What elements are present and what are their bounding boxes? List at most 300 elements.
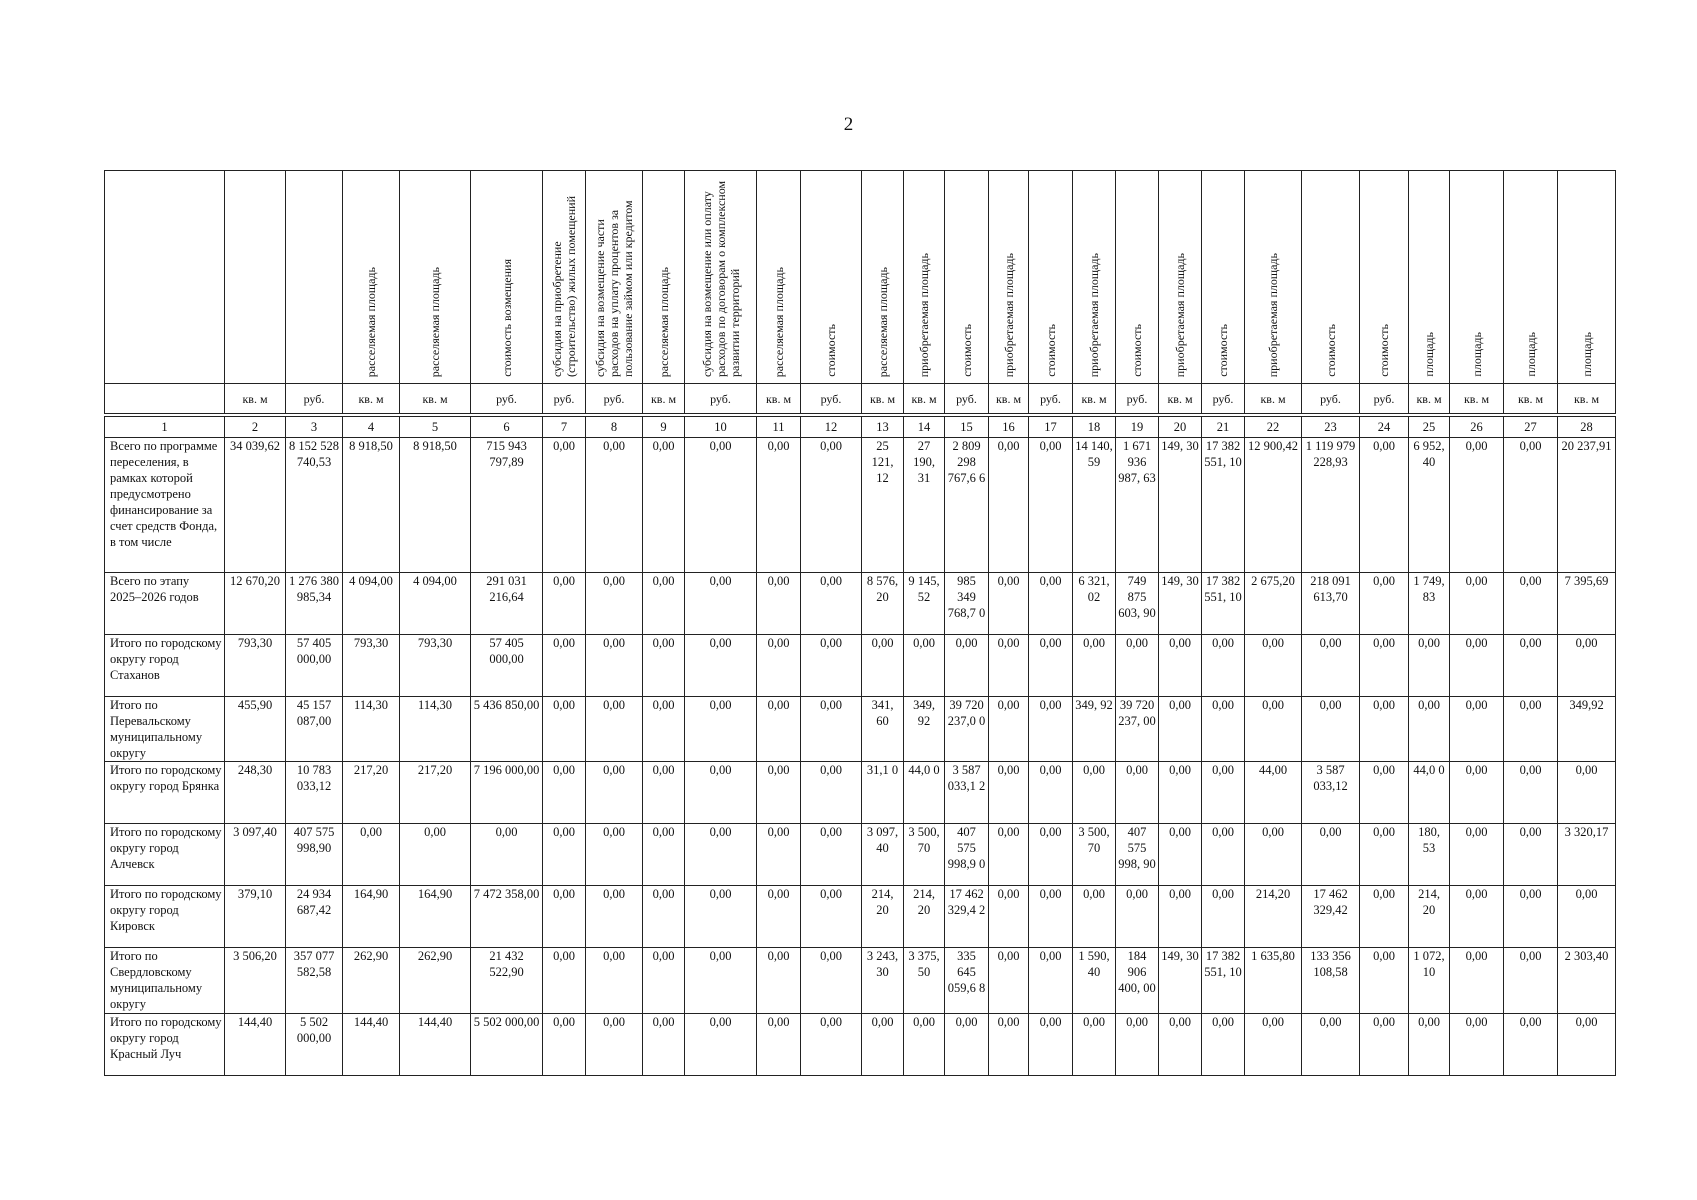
unit-cell: руб. [586, 384, 643, 414]
value-cell: 217,20 [400, 762, 471, 824]
program-table [104, 170, 1616, 1076]
header-label: стоимость [1377, 324, 1391, 377]
value-cell: 0,00 [904, 1014, 945, 1076]
value-cell: 0,00 [543, 824, 586, 886]
value-cell: 3 500, 70 [1073, 824, 1116, 886]
column-number-cell: 6 [471, 417, 543, 438]
value-cell: 0,00 [1360, 886, 1409, 948]
value-cell: 0,00 [1245, 635, 1302, 697]
column-number-cell: 27 [1504, 417, 1558, 438]
column-number-cell: 3 [286, 417, 343, 438]
value-cell: 0,00 [1409, 635, 1450, 697]
value-cell: 3 506,20 [225, 948, 286, 1014]
header-label: субсидия на возмещение части расходов на уплату процентов за пользование займом или кредитом [593, 200, 635, 377]
value-cell: 2 809 298 767,6 6 [945, 438, 989, 573]
value-cell: 0,00 [1202, 824, 1245, 886]
header-cell [904, 171, 945, 384]
value-cell: 5 502 000,00 [471, 1014, 543, 1076]
value-cell: 3 375, 50 [904, 948, 945, 1014]
unit-cell: кв. м [989, 384, 1029, 414]
unit-cell: кв. м [1450, 384, 1504, 414]
value-cell: 0,00 [801, 573, 862, 635]
column-number-cell: 20 [1159, 417, 1202, 438]
value-cell: 0,00 [989, 697, 1029, 762]
value-cell: 1 749, 83 [1409, 573, 1450, 635]
header-label: субсидия на возмещение или оплату расходов по договорам о комплексном развитии территорий [699, 180, 742, 377]
header-label: стоимость [824, 324, 838, 377]
column-number-row [105, 417, 1616, 438]
value-cell: 149, 30 [1159, 438, 1202, 573]
value-cell: 407 575 998,9 0 [945, 824, 989, 886]
value-cell: 793,30 [343, 635, 400, 697]
value-cell: 144,40 [400, 1014, 471, 1076]
value-cell: 0,00 [989, 438, 1029, 573]
value-cell: 793,30 [400, 635, 471, 697]
value-cell: 0,00 [862, 1014, 904, 1076]
value-cell: 0,00 [989, 635, 1029, 697]
unit-cell: руб. [685, 384, 757, 414]
value-cell: 0,00 [1450, 438, 1504, 573]
column-number-cell: 16 [989, 417, 1029, 438]
value-cell: 0,00 [543, 573, 586, 635]
value-cell: 0,00 [1450, 573, 1504, 635]
table-row [105, 886, 1616, 948]
value-cell: 3 587 033,1 2 [945, 762, 989, 824]
value-cell: 0,00 [1159, 697, 1202, 762]
header-cell [801, 171, 862, 384]
column-number-cell: 8 [586, 417, 643, 438]
value-cell: 17 382 551, 10 [1202, 573, 1245, 635]
value-cell: 0,00 [685, 697, 757, 762]
value-cell: 0,00 [685, 1014, 757, 1076]
column-number-cell: 12 [801, 417, 862, 438]
value-cell: 0,00 [989, 886, 1029, 948]
column-number-cell: 13 [862, 417, 904, 438]
table-row [105, 438, 1616, 573]
value-cell: 0,00 [1159, 635, 1202, 697]
value-cell: 0,00 [1450, 697, 1504, 762]
value-cell: 0,00 [1504, 635, 1558, 697]
header-cell [286, 171, 343, 384]
unit-cell: кв. м [1558, 384, 1616, 414]
value-cell: 0,00 [1504, 438, 1558, 573]
value-cell: 0,00 [1360, 824, 1409, 886]
column-number-cell: 19 [1116, 417, 1159, 438]
value-cell: 248,30 [225, 762, 286, 824]
value-cell: 1 072, 10 [1409, 948, 1450, 1014]
value-cell: 17 462 329,42 [1302, 886, 1360, 948]
value-cell: 985 349 768,7 0 [945, 573, 989, 635]
header-row [105, 171, 1616, 384]
value-cell: 0,00 [1360, 635, 1409, 697]
value-cell: 1 276 380 985,34 [286, 573, 343, 635]
unit-cell: кв. м [1504, 384, 1558, 414]
value-cell: 357 077 582,58 [286, 948, 343, 1014]
value-cell: 44,0 0 [1409, 762, 1450, 824]
value-cell: 3 500, 70 [904, 824, 945, 886]
value-cell: 379,10 [225, 886, 286, 948]
value-cell: 0,00 [1558, 635, 1616, 697]
value-cell: 0,00 [1558, 886, 1616, 948]
value-cell: 715 943 797,89 [471, 438, 543, 573]
value-cell: 0,00 [1159, 1014, 1202, 1076]
value-cell: 0,00 [1409, 1014, 1450, 1076]
header-label: расселяемая площадь [364, 266, 378, 377]
value-cell: 0,00 [757, 1014, 801, 1076]
row-label-cell: Итого по Перевальскому муниципальному округу [105, 697, 225, 762]
value-cell: 0,00 [1202, 635, 1245, 697]
header-label: приобретаемая площадь [1266, 252, 1280, 377]
value-cell: 0,00 [543, 635, 586, 697]
value-cell: 0,00 [989, 948, 1029, 1014]
value-cell: 164,90 [400, 886, 471, 948]
unit-cell: руб. [286, 384, 343, 414]
value-cell: 31,1 0 [862, 762, 904, 824]
column-number-cell: 7 [543, 417, 586, 438]
column-number-cell: 25 [1409, 417, 1450, 438]
value-cell: 1 635,80 [1245, 948, 1302, 1014]
header-label: расселяемая площадь [771, 266, 786, 377]
value-cell: 0,00 [945, 1014, 989, 1076]
column-number-cell: 4 [343, 417, 400, 438]
value-cell: 0,00 [1360, 762, 1409, 824]
value-cell: 1 119 979 228,93 [1302, 438, 1360, 573]
value-cell: 0,00 [1360, 1014, 1409, 1076]
row-label-cell: Итого по городскому округу город Брянка [105, 762, 225, 824]
header-cell [105, 171, 225, 384]
column-number-cell: 23 [1302, 417, 1360, 438]
value-cell: 0,00 [989, 762, 1029, 824]
header-label: расселяемая площадь [656, 266, 671, 377]
value-cell: 7 395,69 [1558, 573, 1616, 635]
value-cell: 1 671 936 987, 63 [1116, 438, 1159, 573]
value-cell: 262,90 [400, 948, 471, 1014]
value-cell: 0,00 [1450, 948, 1504, 1014]
value-cell: 0,00 [643, 635, 685, 697]
header-cell [1360, 171, 1409, 384]
header-cell [471, 171, 543, 384]
value-cell: 0,00 [801, 886, 862, 948]
table-row [105, 948, 1616, 1014]
value-cell: 21 432 522,90 [471, 948, 543, 1014]
value-cell: 0,00 [1029, 635, 1073, 697]
value-cell: 34 039,62 [225, 438, 286, 573]
value-cell: 335 645 059,6 8 [945, 948, 989, 1014]
column-number-cell: 1 [105, 417, 225, 438]
header-cell [1409, 171, 1450, 384]
value-cell: 0,00 [757, 573, 801, 635]
value-cell: 5 436 850,00 [471, 697, 543, 762]
value-cell: 0,00 [685, 762, 757, 824]
header-label: площадь [1579, 332, 1594, 377]
value-cell: 0,00 [1504, 948, 1558, 1014]
value-cell: 0,00 [757, 948, 801, 1014]
value-cell: 0,00 [586, 573, 643, 635]
header-label: расселяемая площадь [428, 266, 442, 377]
value-cell: 0,00 [643, 1014, 685, 1076]
value-cell: 0,00 [1029, 824, 1073, 886]
value-cell: 8 918,50 [343, 438, 400, 573]
value-cell: 24 934 687,42 [286, 886, 343, 948]
value-cell: 14 140, 59 [1073, 438, 1116, 573]
value-cell: 793,30 [225, 635, 286, 697]
value-cell: 749 875 603, 90 [1116, 573, 1159, 635]
header-cell [945, 171, 989, 384]
value-cell: 0,00 [586, 948, 643, 1014]
column-number-cell: 26 [1450, 417, 1504, 438]
table-row [105, 762, 1616, 824]
value-cell: 0,00 [801, 762, 862, 824]
value-cell: 44,00 [1245, 762, 1302, 824]
value-cell: 0,00 [586, 886, 643, 948]
value-cell: 149, 30 [1159, 573, 1202, 635]
header-cell [400, 171, 471, 384]
header-cell [1245, 171, 1302, 384]
header-label: приобретаемая площадь [1001, 252, 1016, 377]
header-cell [343, 171, 400, 384]
unit-cell: руб. [945, 384, 989, 414]
value-cell: 180, 53 [1409, 824, 1450, 886]
value-cell: 0,00 [757, 635, 801, 697]
value-cell: 39 720 237,0 0 [945, 697, 989, 762]
column-number-cell: 21 [1202, 417, 1245, 438]
header-cell [1302, 171, 1360, 384]
column-number-cell: 9 [643, 417, 685, 438]
value-cell: 3 097, 40 [862, 824, 904, 886]
header-cell [989, 171, 1029, 384]
unit-cell: кв. м [1245, 384, 1302, 414]
value-cell: 0,00 [586, 635, 643, 697]
header-cell [1202, 171, 1245, 384]
value-cell: 0,00 [685, 948, 757, 1014]
value-cell: 0,00 [862, 635, 904, 697]
column-number-cell: 15 [945, 417, 989, 438]
unit-cell: руб. [543, 384, 586, 414]
value-cell: 184 906 400, 00 [1116, 948, 1159, 1014]
value-cell: 349, 92 [904, 697, 945, 762]
value-cell: 0,00 [1558, 1014, 1616, 1076]
units-row [105, 384, 1616, 414]
unit-cell: кв. м [904, 384, 945, 414]
header-cell [1116, 171, 1159, 384]
page-number: 2 [843, 114, 854, 135]
header-label: стоимость [1323, 324, 1338, 377]
header-cell [543, 171, 586, 384]
value-cell: 214, 20 [862, 886, 904, 948]
value-cell: 0,00 [1029, 886, 1073, 948]
value-cell: 0,00 [1029, 762, 1073, 824]
unit-cell: руб. [1029, 384, 1073, 414]
value-cell: 0,00 [643, 573, 685, 635]
header-label: площадь [1469, 332, 1484, 377]
value-cell: 0,00 [1360, 573, 1409, 635]
value-cell: 0,00 [1245, 1014, 1302, 1076]
value-cell: 0,00 [586, 438, 643, 573]
value-cell: 17 382 551, 10 [1202, 948, 1245, 1014]
value-cell: 0,00 [801, 948, 862, 1014]
value-cell: 3 320,17 [1558, 824, 1616, 886]
value-cell: 0,00 [643, 697, 685, 762]
value-cell: 0,00 [1202, 762, 1245, 824]
value-cell: 0,00 [1504, 697, 1558, 762]
value-cell: 0,00 [1029, 948, 1073, 1014]
value-cell: 27 190, 31 [904, 438, 945, 573]
value-cell: 0,00 [1202, 697, 1245, 762]
value-cell: 0,00 [643, 824, 685, 886]
value-cell: 0,00 [586, 1014, 643, 1076]
header-label: расселяемая площадь [875, 266, 890, 377]
value-cell: 341, 60 [862, 697, 904, 762]
table-row [105, 573, 1616, 635]
value-cell: 4 094,00 [343, 573, 400, 635]
value-cell: 349, 92 [1073, 697, 1116, 762]
value-cell: 0,00 [1302, 1014, 1360, 1076]
value-cell: 0,00 [543, 886, 586, 948]
unit-cell: кв. м [1073, 384, 1116, 414]
value-cell: 0,00 [801, 697, 862, 762]
header-cell [757, 171, 801, 384]
unit-cell: руб. [471, 384, 543, 414]
value-cell: 0,00 [1116, 762, 1159, 824]
table-row [105, 697, 1616, 762]
value-cell: 144,40 [225, 1014, 286, 1076]
value-cell: 0,00 [801, 438, 862, 573]
value-cell: 0,00 [1450, 762, 1504, 824]
unit-cell: руб. [1302, 384, 1360, 414]
value-cell: 214, 20 [1409, 886, 1450, 948]
value-cell: 1 590, 40 [1073, 948, 1116, 1014]
value-cell: 45 157 087,00 [286, 697, 343, 762]
column-number-cell: 2 [225, 417, 286, 438]
value-cell: 0,00 [1202, 1014, 1245, 1076]
value-cell: 0,00 [1504, 573, 1558, 635]
header-cell [586, 171, 643, 384]
value-cell: 4 094,00 [400, 573, 471, 635]
value-cell: 114,30 [343, 697, 400, 762]
value-cell: 0,00 [1302, 635, 1360, 697]
row-label-cell: Итого по городскому округу город Стаханов [105, 635, 225, 697]
column-number-cell: 17 [1029, 417, 1073, 438]
value-cell: 0,00 [1116, 635, 1159, 697]
value-cell: 0,00 [643, 886, 685, 948]
value-cell: 6 952, 40 [1409, 438, 1450, 573]
value-cell: 0,00 [1029, 1014, 1073, 1076]
value-cell: 0,00 [801, 1014, 862, 1076]
unit-cell: кв. м [343, 384, 400, 414]
value-cell: 0,00 [1302, 697, 1360, 762]
header-label: приобретаемая площадь [1087, 252, 1101, 377]
value-cell: 0,00 [543, 438, 586, 573]
row-label-cell: Итого по Свердловскому муниципальному округу [105, 948, 225, 1014]
header-label: приобретаемая площадь [917, 252, 931, 377]
header-cell [1558, 171, 1616, 384]
value-cell: 0,00 [1360, 948, 1409, 1014]
value-cell: 0,00 [757, 438, 801, 573]
row-label-cell: Итого по городскому округу город Алчевск [105, 824, 225, 886]
row-label-cell: Всего по программе переселения, в рамках которой предусмотрено финансирование за счет средств Фонда, в том числе [105, 438, 225, 573]
value-cell: 2 675,20 [1245, 573, 1302, 635]
value-cell: 17 382 551, 10 [1202, 438, 1245, 573]
value-cell: 133 356 108,58 [1302, 948, 1360, 1014]
value-cell: 0,00 [586, 762, 643, 824]
value-cell: 114,30 [400, 697, 471, 762]
header-label: стоимость возмещения [499, 259, 514, 377]
header-cell [643, 171, 685, 384]
header-cell [1029, 171, 1073, 384]
value-cell: 7 196 000,00 [471, 762, 543, 824]
value-cell: 0,00 [543, 697, 586, 762]
value-cell: 149, 30 [1159, 948, 1202, 1014]
value-cell: 0,00 [543, 1014, 586, 1076]
value-cell: 0,00 [1073, 762, 1116, 824]
unit-cell: кв. м [400, 384, 471, 414]
unit-cell: кв. м [1409, 384, 1450, 414]
header-cell [1159, 171, 1202, 384]
value-cell: 0,00 [1159, 762, 1202, 824]
value-cell: 214, 20 [904, 886, 945, 948]
value-cell: 455,90 [225, 697, 286, 762]
value-cell: 0,00 [1245, 697, 1302, 762]
value-cell: 0,00 [643, 948, 685, 1014]
table-row [105, 1014, 1616, 1076]
value-cell: 44,0 0 [904, 762, 945, 824]
value-cell: 0,00 [989, 573, 1029, 635]
unit-cell: кв. м [643, 384, 685, 414]
value-cell: 291 031 216,64 [471, 573, 543, 635]
value-cell: 8 576, 20 [862, 573, 904, 635]
value-cell: 17 462 329,4 2 [945, 886, 989, 948]
unit-cell: кв. м [757, 384, 801, 414]
value-cell: 0,00 [586, 697, 643, 762]
header-label: стоимость [1130, 324, 1144, 377]
header-cell [1073, 171, 1116, 384]
unit-cell: кв. м [1159, 384, 1202, 414]
value-cell: 3 243, 30 [862, 948, 904, 1014]
value-cell: 0,00 [543, 948, 586, 1014]
unit-cell [105, 384, 225, 414]
value-cell: 0,00 [945, 635, 989, 697]
header-cell [862, 171, 904, 384]
header-label: площадь [1523, 332, 1538, 377]
value-cell: 0,00 [1029, 573, 1073, 635]
header-cell [225, 171, 286, 384]
value-cell: 0,00 [1202, 886, 1245, 948]
value-cell: 3 097,40 [225, 824, 286, 886]
value-cell: 349,92 [1558, 697, 1616, 762]
value-cell: 0,00 [757, 824, 801, 886]
value-cell: 0,00 [400, 824, 471, 886]
unit-cell: руб. [1116, 384, 1159, 414]
data-body [105, 438, 1616, 1076]
value-cell: 3 587 033,12 [1302, 762, 1360, 824]
value-cell: 0,00 [801, 635, 862, 697]
value-cell: 0,00 [1302, 824, 1360, 886]
column-number-cell: 5 [400, 417, 471, 438]
unit-cell: кв. м [862, 384, 904, 414]
value-cell: 0,00 [1504, 824, 1558, 886]
value-cell: 0,00 [989, 824, 1029, 886]
value-cell: 0,00 [1450, 886, 1504, 948]
value-cell: 407 575 998,90 [286, 824, 343, 886]
column-number-cell: 11 [757, 417, 801, 438]
value-cell: 5 502 000,00 [286, 1014, 343, 1076]
value-cell: 0,00 [685, 438, 757, 573]
value-cell: 0,00 [1029, 697, 1073, 762]
value-cell: 0,00 [757, 886, 801, 948]
row-label-cell: Итого по городскому округу город Красный Луч [105, 1014, 225, 1076]
column-number-cell: 24 [1360, 417, 1409, 438]
value-cell: 0,00 [1450, 824, 1504, 886]
